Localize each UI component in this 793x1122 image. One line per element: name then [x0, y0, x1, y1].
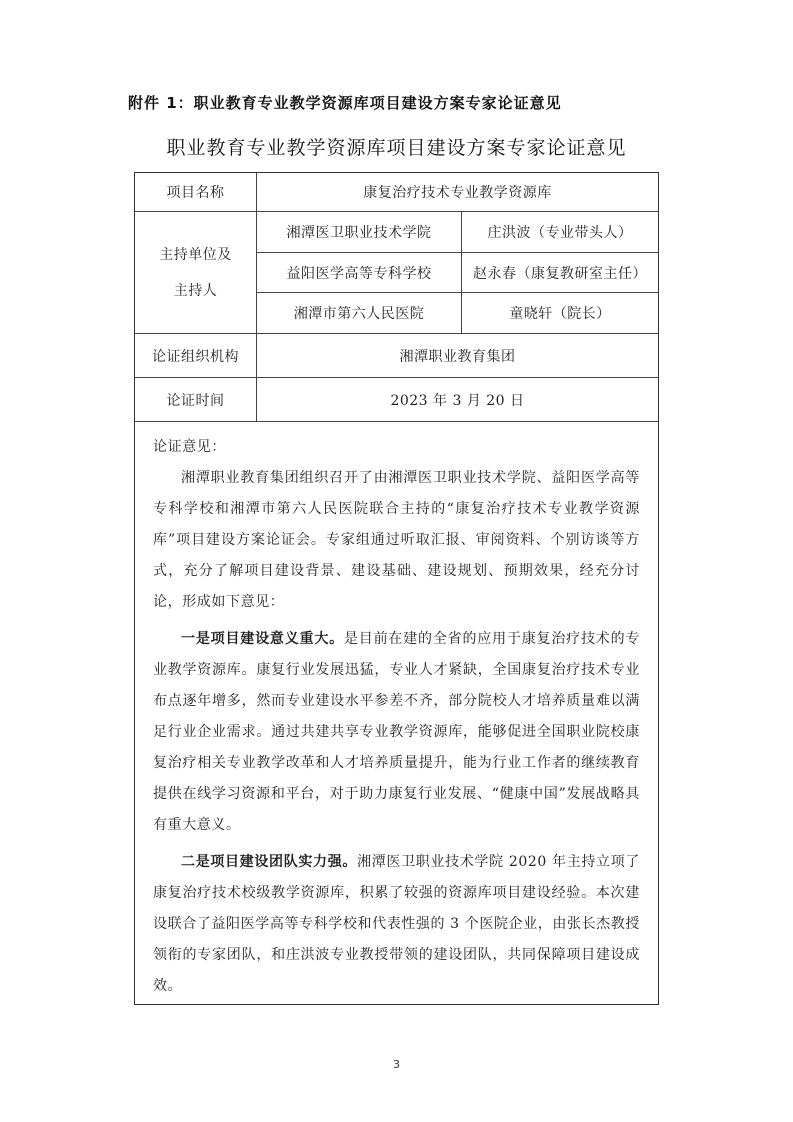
host-person: 庄洪波（专业带头人） [487, 225, 633, 241]
opinion-intro: 湘潭职业教育集团组织召开了由湘潭医卫职业技术学院、益阳医学高等专科学校和湘潭市第六人民医院联合主持的“康复治疗技术专业教学资源库”项目建设方案论证会。专家组通过听取汇报、审阅资料、个别访谈等方式，充分了解项目建设背景、建设基础、建设规划、预期效果，经充分讨论，形成如下意见： [153, 470, 640, 610]
page-number: 3 [393, 1058, 400, 1071]
host-label-line2: 主持人 [173, 282, 218, 299]
host-unit: 湘潭医卫职业技术学院 [286, 225, 432, 241]
host-label-line1: 主持单位及 [159, 246, 232, 263]
org-value: 湘潭职业教育集团 [399, 348, 516, 365]
project-name-label: 项目名称 [166, 185, 225, 201]
evaluation-form [134, 172, 659, 1005]
host-person: 赵永春（康复教研室主任） [473, 265, 647, 282]
host-unit: 益阳医学高等专科学校 [286, 265, 432, 282]
point-2-body: 湘潭医卫职业技术学院 2020 年主持立项了康复治疗技术校级教学资源库，积累了较强的资源库项目建设经验。本次建设联合了益阳医学高等专科学校和代表性强的 3 个医院企业，由张长杰教授领衔的专家团队，和庄洪波专业教授带领的建设团队，共同保障项目建设成效。 [153, 854, 640, 994]
time-label: 论证时间 [166, 392, 225, 409]
project-name-value: 康复治疗技术专业教学资源库 [363, 185, 552, 201]
document-title: 职业教育专业教学资源库项目建设方案专家论证意见 [166, 137, 627, 159]
time-value: 2023 年 3 月 20 日 [390, 392, 525, 409]
point-1-lead: 一是项目建设意义重大。 [181, 631, 344, 647]
attachment-heading: 附件 1：职业教育专业教学资源库项目建设方案专家论证意见 [128, 94, 562, 112]
opinion-point-2 [153, 847, 640, 1002]
opinion-section [135, 422, 658, 1008]
opinion-heading: 论证意见： [153, 439, 226, 455]
point-2-lead: 二是项目建设团队实力强。 [181, 854, 358, 870]
org-label: 论证组织机构 [152, 348, 239, 365]
host-person: 童晓轩（院长） [509, 306, 611, 322]
host-unit: 湘潭市第六人民医院 [293, 306, 425, 322]
point-1-body: 是目前在建的全省的应用于康复治疗技术的专业教学资源库。康复行业发展迅猛，专业人才紧缺，全国康复治疗技术专业布点逐年增多，然而专业建设水平参差不齐，部分院校人才培养质量难以满足行业企业需求。通过共建共享专业教学资源库，能够促进全国职业院校康复治疗相关专业教学改革和人才培养质量提升，能为行业工作者的继续教育提供在线学习资源和平台，对于助力康复行业发展、“健康中国”发展战略具有重大意义。 [153, 631, 640, 833]
opinion-point-1 [153, 624, 640, 841]
host-label [135, 212, 256, 333]
